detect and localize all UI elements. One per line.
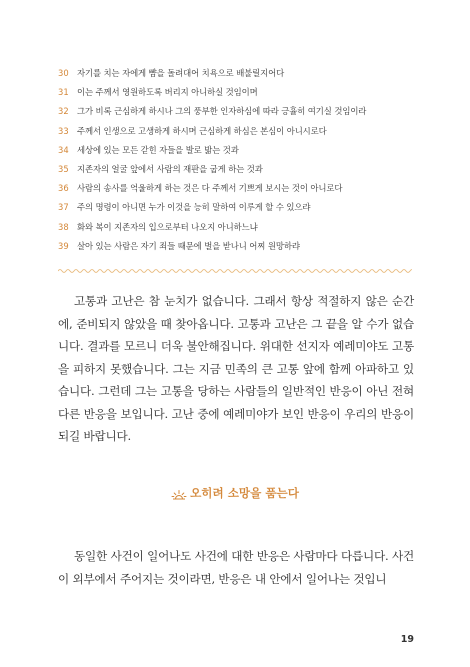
verse-text: 자기를 치는 자에게 뺨을 돌려대어 치욕으로 배불릴지어다 — [77, 68, 285, 78]
section-heading-text: 오히려 소망을 품는다 — [190, 486, 299, 500]
verse-number: 31 — [58, 87, 69, 98]
verse-text: 주께서 인생으로 고생하게 하시며 근심하게 하심은 본심이 아니시로다 — [77, 125, 327, 136]
verse-number: 35 — [58, 163, 69, 174]
verse-number: 33 — [58, 125, 69, 136]
paragraph-text: 고통과 고난은 참 눈치가 없습니다. 그래서 항상 적절하지 않은 순간에, 준비되지 않았을 때 찾아옵니다. 고통과 고난은 그 끝을 알 수가 없습니다. 결과를 모르니 더욱 불안해집니다. 위대한 선지자 예레미야도 고통을 피하지 못했습니다. 그는 지금 민족의 큰 고통 앞에 함께 아파하고 있습니다. 그런데 그는 고통을 당하는 사람들의 일반적인 반응이 아닌 전혀 다른 반응을 보입니다. 고난 중에 예레미야가 보인 반응이 우리의 반응이 되길 바랍니다. — [58, 294, 414, 443]
verse-item — [58, 67, 418, 79]
paragraph-text: 동일한 사건이 일어나도 사건에 대한 반응은 사람마다 다릅니다. 사건이 외부에서 주어지는 것이라면, 반응은 내 안에서 일어나는 것입니 — [58, 549, 414, 586]
verse-item — [58, 201, 418, 213]
verse-item — [58, 86, 418, 98]
verse-item — [58, 182, 418, 194]
verse-text: 지존자의 얼굴 앞에서 사람의 재판을 굽게 하는 것과 — [77, 163, 263, 174]
verse-number: 36 — [58, 183, 69, 194]
verse-number: 39 — [58, 240, 69, 251]
verse-text: 그가 비록 근심하게 하시나 그의 풍부한 인자하심에 따라 긍휼히 여기실 것임이라 — [77, 106, 367, 117]
wavy-divider — [58, 267, 412, 275]
sunrise-icon — [171, 488, 187, 503]
verse-text: 세상에 있는 모든 갇힌 자들을 발로 밟는 것과 — [77, 144, 239, 155]
verse-item — [58, 105, 418, 117]
body-paragraph — [58, 290, 414, 448]
body-paragraph — [58, 545, 414, 590]
verse-number: 34 — [58, 144, 69, 155]
verse-number: 30 — [58, 68, 69, 78]
verse-list — [58, 67, 418, 259]
verse-text: 화와 복이 지존자의 입으로부터 나오지 아니하느냐 — [77, 221, 258, 232]
verse-item — [58, 163, 418, 175]
verse-number: 37 — [58, 202, 69, 213]
page-number: 19 — [400, 634, 414, 645]
verse-text: 살아 있는 사람은 자기 죄들 때문에 벌을 받나니 어찌 원망하랴 — [77, 240, 300, 251]
verse-text: 사람의 송사를 억울하게 하는 것은 다 주께서 기쁘게 보시는 것이 아니로다 — [77, 183, 343, 194]
verse-item — [58, 240, 418, 252]
verse-text: 주의 명령이 아니면 누가 이것을 능히 말하여 이루게 할 수 있으랴 — [77, 202, 311, 213]
verse-item — [58, 221, 418, 233]
verse-item — [58, 125, 418, 137]
verse-item — [58, 144, 418, 156]
verse-number: 38 — [58, 221, 69, 232]
verse-number: 32 — [58, 106, 69, 117]
verse-text: 이는 주께서 영원하도록 버리지 아니하실 것임이며 — [77, 87, 258, 98]
section-heading — [0, 485, 470, 503]
